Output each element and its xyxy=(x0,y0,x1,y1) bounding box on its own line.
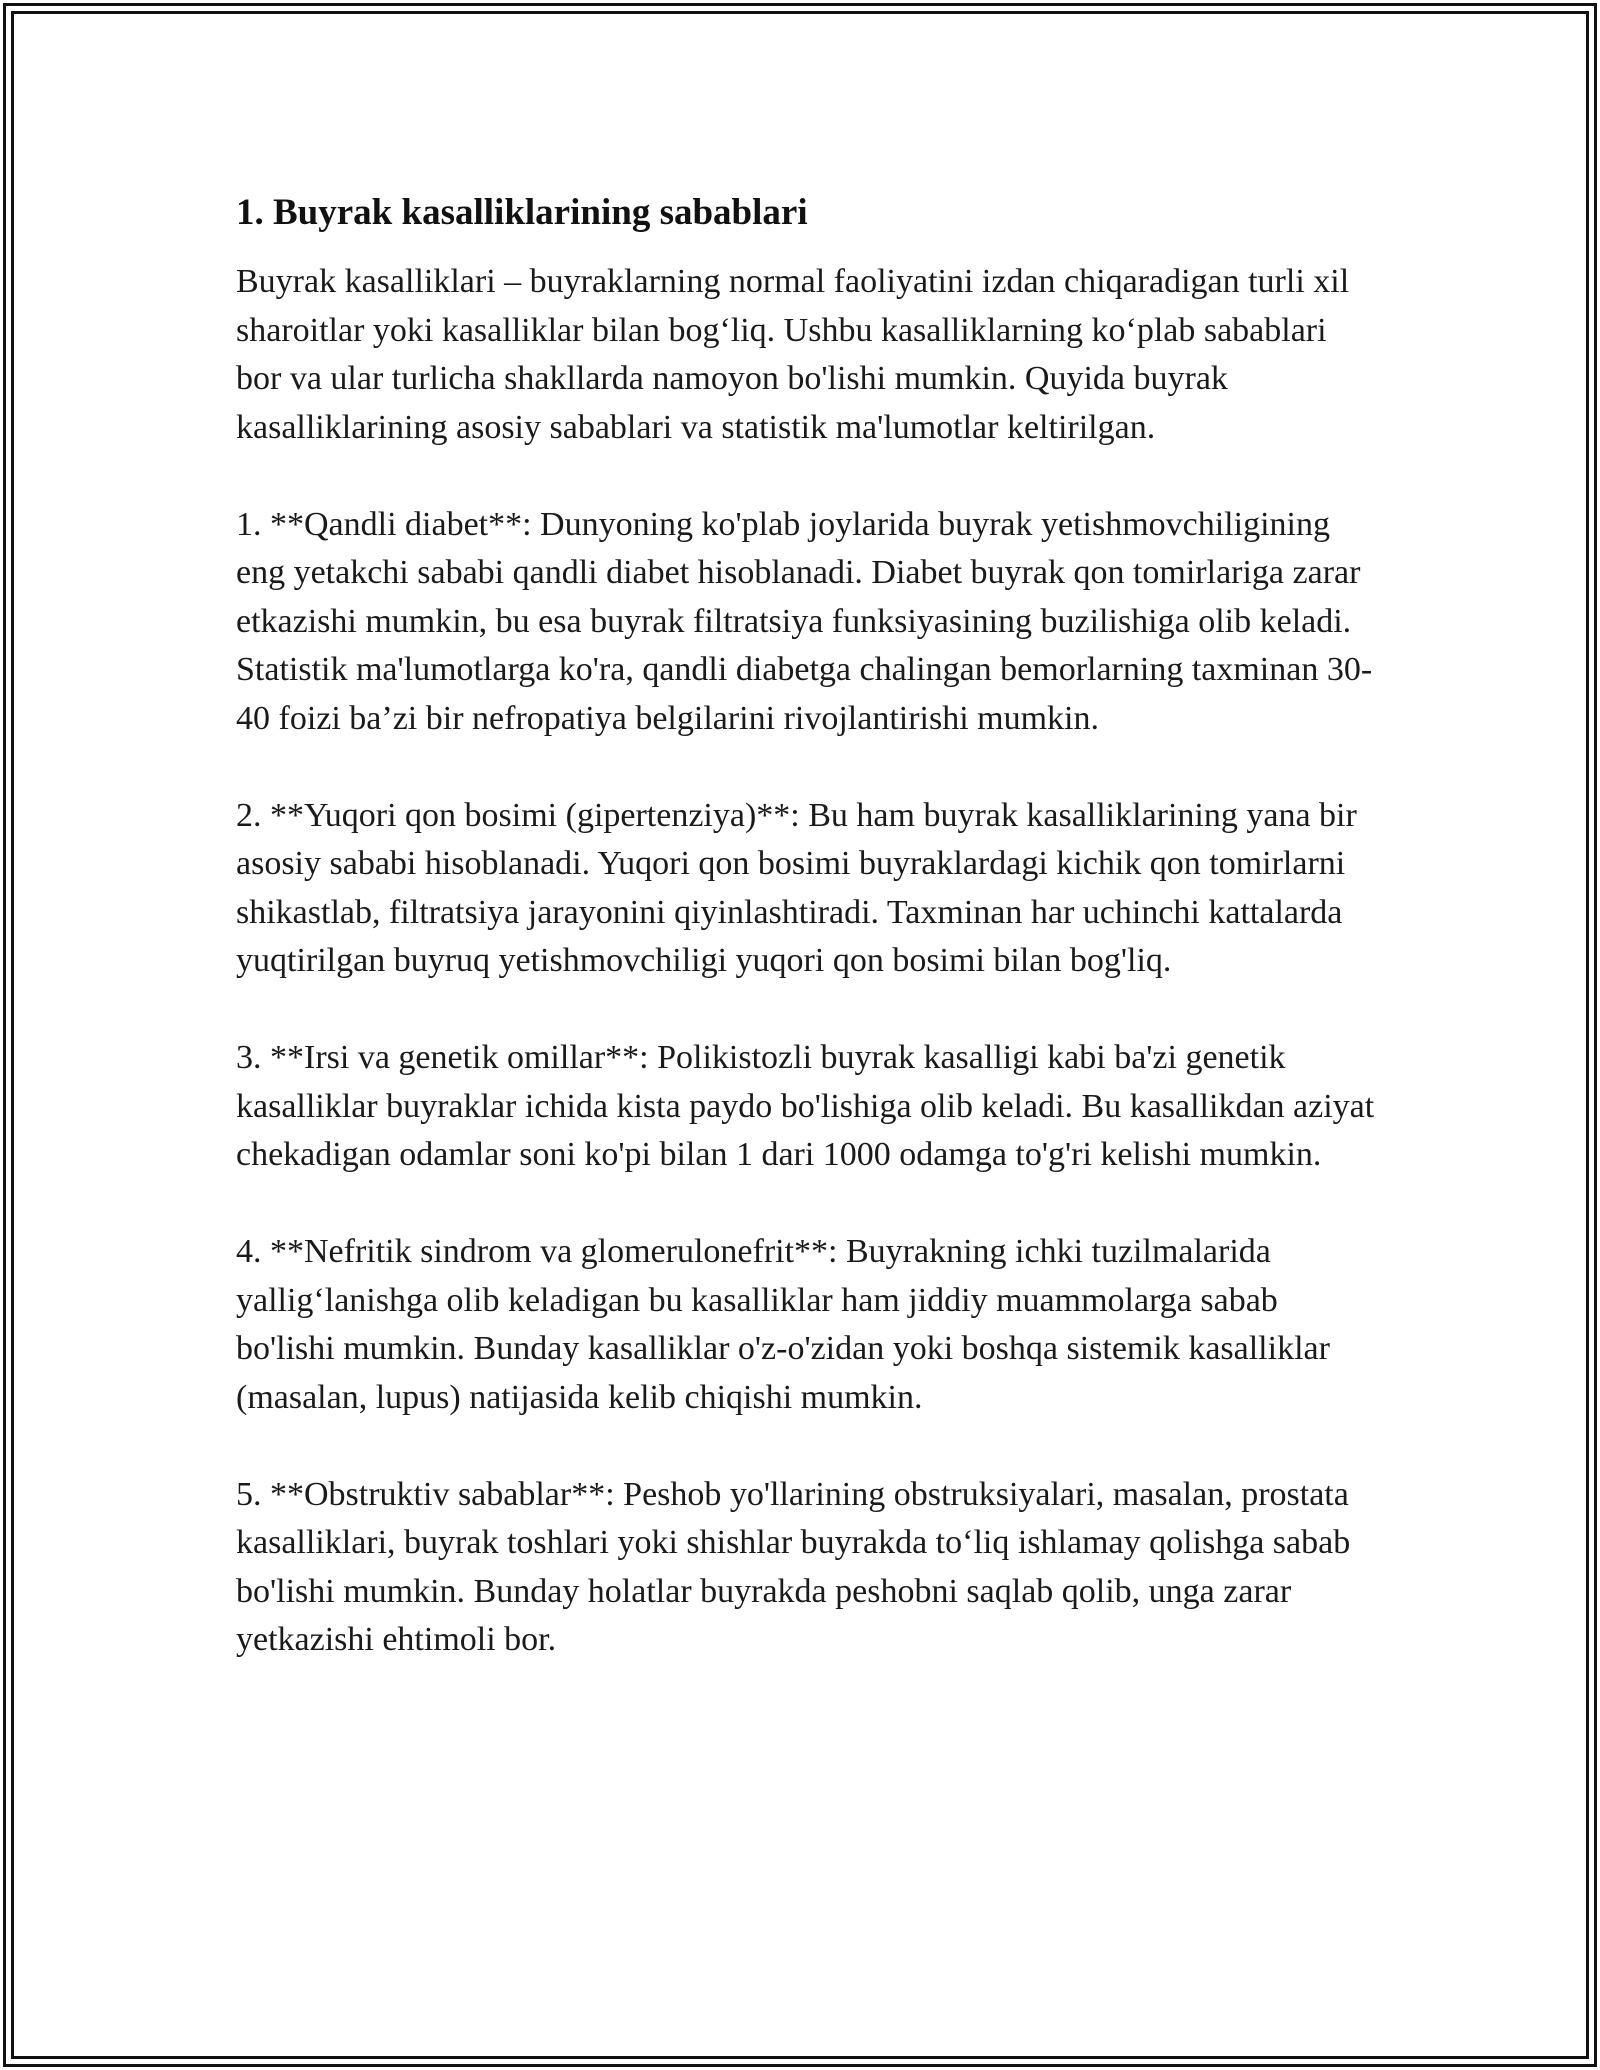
section-heading: 1. Buyrak kasalliklarining sabablari xyxy=(236,192,808,233)
intro-paragraph: Buyrak kasalliklari – buyraklarning normal faoliyatini izdan chiqaradigan turli xil sharoitlar yoki kasalliklar bilan bog‘liq. Ushbu kasalliklarning ko‘plab sabablari bor va ular turlicha shakllarda namoyon bo'lishi mumkin. Quyida buyrak kasalliklarining asosiy sabablari va statistik ma'lumotlar keltirilgan. xyxy=(236,263,1350,446)
cause-diabetes-paragraph: 1. **Qandli diabet**: Dunyoning ko'plab joylarida buyrak yetishmovchiligining eng yetakchi sababi qandli diabet hisoblanadi. Diabet buyrak qon tomirlariga zarar etkazishi mumkin, bu esa buyrak filtratsiya funksiyasining buzilishiga olib keladi. Statistik ma'lumotlarga ko'ra, qandli diabetga chalingan bemorlarning taxminan 30-40 foizi ba’zi bir nefropatiya belgilarini rivojlantirishi mumkin. xyxy=(236,505,1373,737)
cause-nephritic-paragraph: 4. **Nefritik sindrom va glomerulonefrit**: Buyrakning ichki tuzilmalarida yallig‘lanishga olib keladigan bu kasalliklar ham jiddiy muammolarga sabab bo'lishi mumkin. Bunday kasalliklar o'z-o'zidan yoki boshqa sistemik kasalliklar (masalan, lupus) natijasida kelib chiqishi mumkin. xyxy=(236,1233,1330,1416)
document-body xyxy=(236,188,1376,1665)
cause-genetic-paragraph: 3. **Irsi va genetik omillar**: Polikistozli buyrak kasalligi kabi ba'zi genetik kasalliklar buyraklar ichida kista paydo bo'lishiga olib keladi. Bu kasallikdan aziyat chekadigan odamlar soni ko'pi bilan 1 dari 1000 odamga to'g'ri kelishi mumkin. xyxy=(236,1039,1375,1173)
cause-hypertension-paragraph: 2. **Yuqori qon bosimi (gipertenziya)**: Bu ham buyrak kasalliklarining yana bir asosiy sababi hisoblanadi. Yuqori qon bosimi buyraklardagi kichik qon tomirlarni shikastlab, filtratsiya jarayonini qiyinlashtiradi. Taxminan har uchinchi kattalarda yuqtirilgan buyruq yetishmovchiligi yuqori qon bosimi bilan bog'liq. xyxy=(236,796,1357,979)
cause-obstructive-paragraph: 5. **Obstruktiv sabablar**: Peshob yo'llarining obstruksiyalari, masalan, prostata kasalliklari, buyrak toshlari yoki shishlar buyrakda to‘liq ishlamay qolishga sabab bo'lishi mumkin. Bunday holatlar buyrakda peshobni saqlab qolib, unga zarar yetkazishi ehtimoli bor. xyxy=(236,1475,1351,1658)
